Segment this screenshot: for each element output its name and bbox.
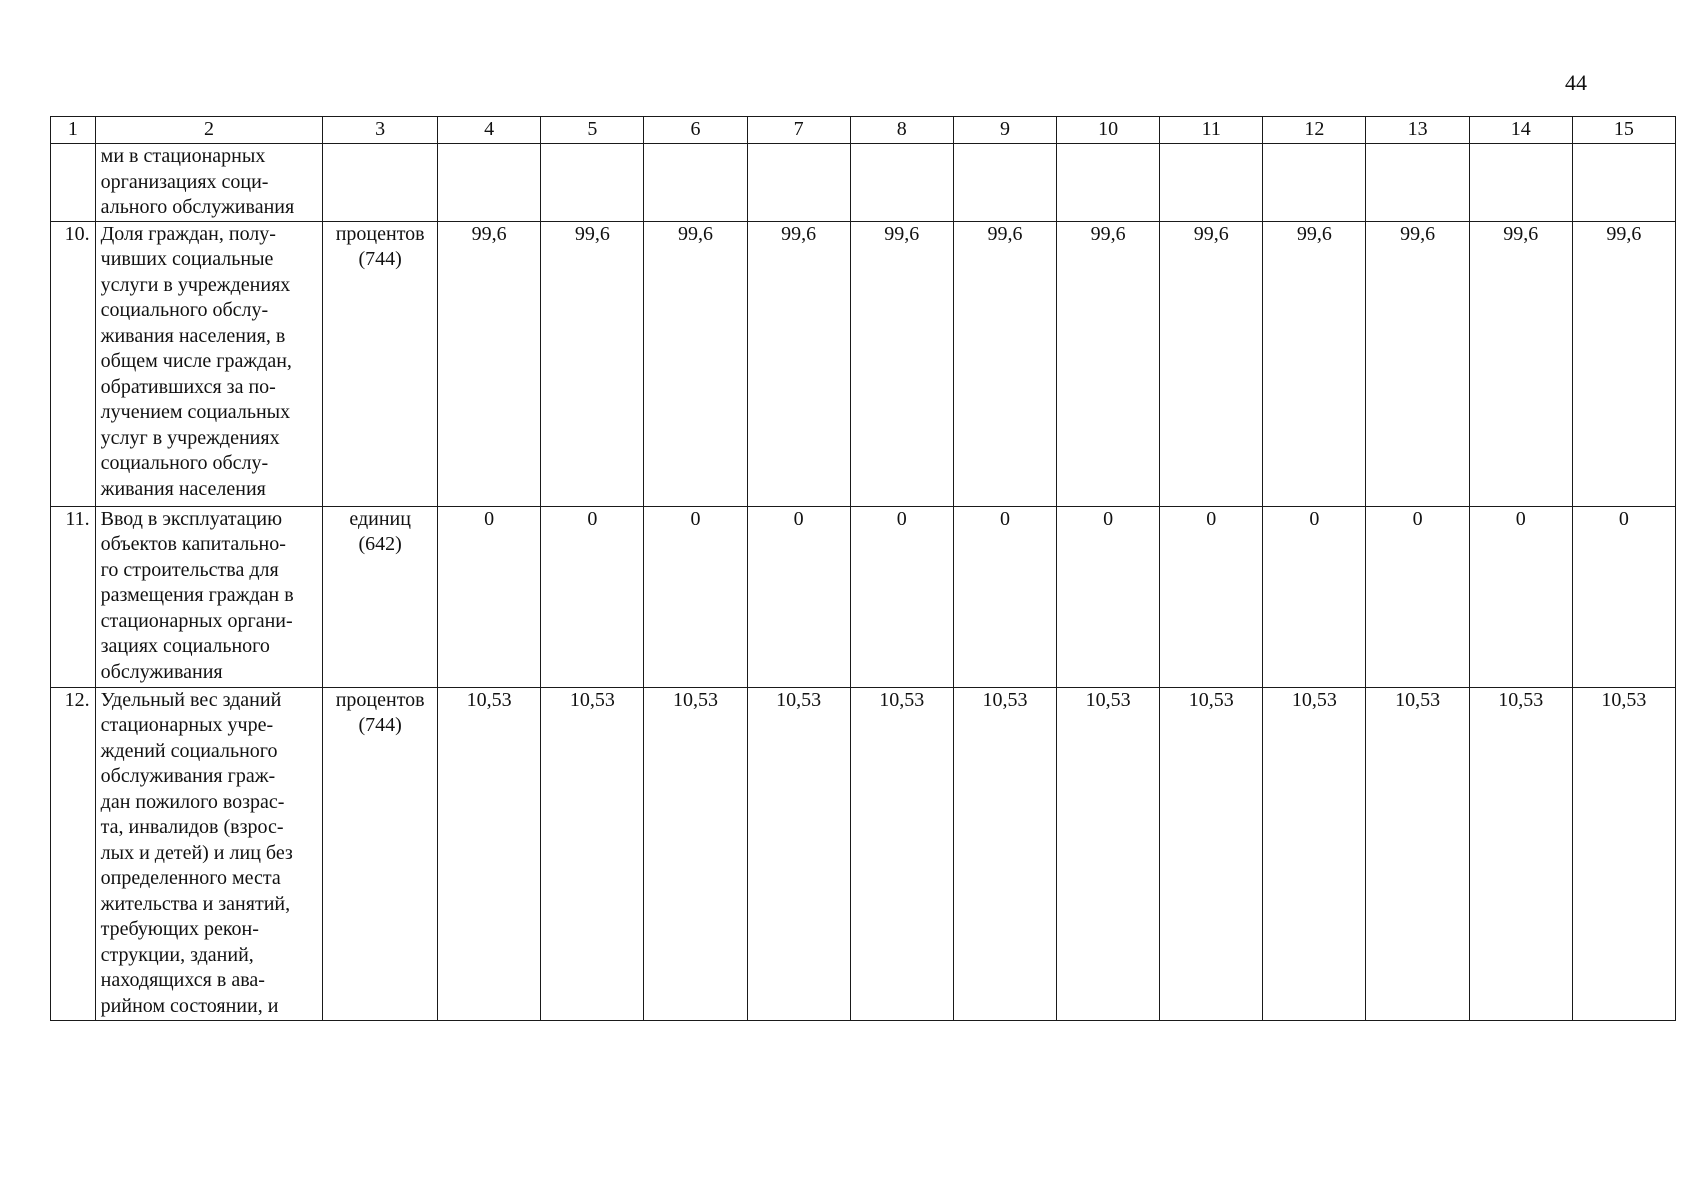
value-cell: 0 bbox=[1160, 506, 1263, 687]
value-cell bbox=[1469, 144, 1572, 222]
value-cell bbox=[1057, 144, 1160, 222]
table-body bbox=[51, 144, 1676, 1021]
value-cell: 99,6 bbox=[1263, 221, 1366, 506]
value-cell bbox=[1263, 144, 1366, 222]
value-cell: 10,53 bbox=[747, 687, 850, 1020]
indicator-name-text: ми в стационарных организациях соци- ального обслуживания bbox=[100, 145, 295, 218]
value-cell: 99,6 bbox=[1469, 221, 1572, 506]
header-cell: 8 bbox=[850, 117, 953, 144]
value-cell: 10,53 bbox=[1057, 687, 1160, 1020]
table-row bbox=[51, 506, 1676, 687]
value-cell: 10,53 bbox=[1366, 687, 1469, 1020]
value-cell: 0 bbox=[541, 506, 644, 687]
value-cell: 0 bbox=[850, 506, 953, 687]
row-number bbox=[51, 144, 96, 222]
indicator-unit bbox=[323, 506, 438, 687]
value-cell: 99,6 bbox=[438, 221, 541, 506]
value-cell bbox=[1366, 144, 1469, 222]
value-cell: 99,6 bbox=[1366, 221, 1469, 506]
value-cell bbox=[1572, 144, 1675, 222]
value-cell: 10,53 bbox=[1263, 687, 1366, 1020]
header-cell: 13 bbox=[1366, 117, 1469, 144]
value-cell: 10,53 bbox=[1469, 687, 1572, 1020]
header-cell: 11 bbox=[1160, 117, 1263, 144]
header-cell: 2 bbox=[95, 117, 323, 144]
row-number: 10. bbox=[51, 221, 96, 506]
indicator-name bbox=[95, 144, 323, 222]
value-cell bbox=[438, 144, 541, 222]
value-cell bbox=[747, 144, 850, 222]
table-header bbox=[51, 117, 1676, 144]
row-number: 11. bbox=[51, 506, 96, 687]
value-cell: 99,6 bbox=[1572, 221, 1675, 506]
page-number: 44 bbox=[1565, 70, 1587, 95]
header-cell: 3 bbox=[323, 117, 438, 144]
header-cell: 5 bbox=[541, 117, 644, 144]
value-cell: 99,6 bbox=[953, 221, 1056, 506]
value-cell bbox=[850, 144, 953, 222]
table-row bbox=[51, 221, 1676, 506]
header-cell: 4 bbox=[438, 117, 541, 144]
value-cell: 0 bbox=[438, 506, 541, 687]
value-cell: 99,6 bbox=[747, 221, 850, 506]
header-cell: 14 bbox=[1469, 117, 1572, 144]
value-cell: 99,6 bbox=[644, 221, 747, 506]
table-row bbox=[51, 687, 1676, 1020]
value-cell: 10,53 bbox=[438, 687, 541, 1020]
value-cell: 0 bbox=[1263, 506, 1366, 687]
value-cell bbox=[644, 144, 747, 222]
header-cell: 6 bbox=[644, 117, 747, 144]
value-cell: 0 bbox=[1469, 506, 1572, 687]
value-cell: 0 bbox=[1057, 506, 1160, 687]
value-cell: 99,6 bbox=[850, 221, 953, 506]
indicator-name-text: Удельный вес зданий стационарных учре- ждений социального обслуживания граж- дан пожилого возрас- та, инвалидов (взрос- лых и детей) и лиц без определенного места жительства и занятий, требующих рекон- струкции, зданий, находящихся в ава- рийном состоянии, и bbox=[100, 688, 293, 1017]
value-cell: 10,53 bbox=[1160, 687, 1263, 1020]
value-cell: 0 bbox=[644, 506, 747, 687]
value-cell: 10,53 bbox=[644, 687, 747, 1020]
value-cell: 10,53 bbox=[953, 687, 1056, 1020]
header-cell: 15 bbox=[1572, 117, 1675, 144]
table-row bbox=[51, 144, 1676, 222]
indicator-unit-text: процентов (744) bbox=[335, 222, 425, 270]
header-cell: 1 bbox=[51, 117, 96, 144]
value-cell: 10,53 bbox=[541, 687, 644, 1020]
value-cell: 0 bbox=[1572, 506, 1675, 687]
indicator-name bbox=[95, 687, 323, 1020]
value-cell bbox=[953, 144, 1056, 222]
indicator-unit bbox=[323, 144, 438, 222]
value-cell: 0 bbox=[953, 506, 1056, 687]
indicator-name bbox=[95, 221, 323, 506]
indicator-unit bbox=[323, 221, 438, 506]
value-cell: 10,53 bbox=[1572, 687, 1675, 1020]
value-cell: 0 bbox=[747, 506, 850, 687]
header-cell: 10 bbox=[1057, 117, 1160, 144]
header-cell: 7 bbox=[747, 117, 850, 144]
value-cell: 0 bbox=[1366, 506, 1469, 687]
value-cell: 99,6 bbox=[541, 221, 644, 506]
indicator-unit-text: процентов (744) bbox=[335, 688, 425, 736]
indicator-unit bbox=[323, 687, 438, 1020]
value-cell: 99,6 bbox=[1057, 221, 1160, 506]
indicators-table bbox=[50, 116, 1676, 1021]
value-cell bbox=[541, 144, 644, 222]
indicator-unit-text: единиц (642) bbox=[349, 507, 411, 555]
indicator-name-text: Доля граждан, полу- чивших социальные услуги в учреждениях социального обслу- живания населения, в общем числе граждан, обратившихся за по- лучением социальных услуг в учреждениях социального обслу- живания населения bbox=[100, 222, 292, 500]
value-cell: 99,6 bbox=[1160, 221, 1263, 506]
value-cell: 10,53 bbox=[850, 687, 953, 1020]
indicator-name bbox=[95, 506, 323, 687]
indicator-name-text: Ввод в эксплуатацию объектов капитально- го строительства для размещения граждан в стационарных органи- зациях социального обслуживания bbox=[100, 507, 294, 683]
header-cell: 9 bbox=[953, 117, 1056, 144]
row-number: 12. bbox=[51, 687, 96, 1020]
header-row bbox=[51, 117, 1676, 144]
header-cell: 12 bbox=[1263, 117, 1366, 144]
value-cell bbox=[1160, 144, 1263, 222]
